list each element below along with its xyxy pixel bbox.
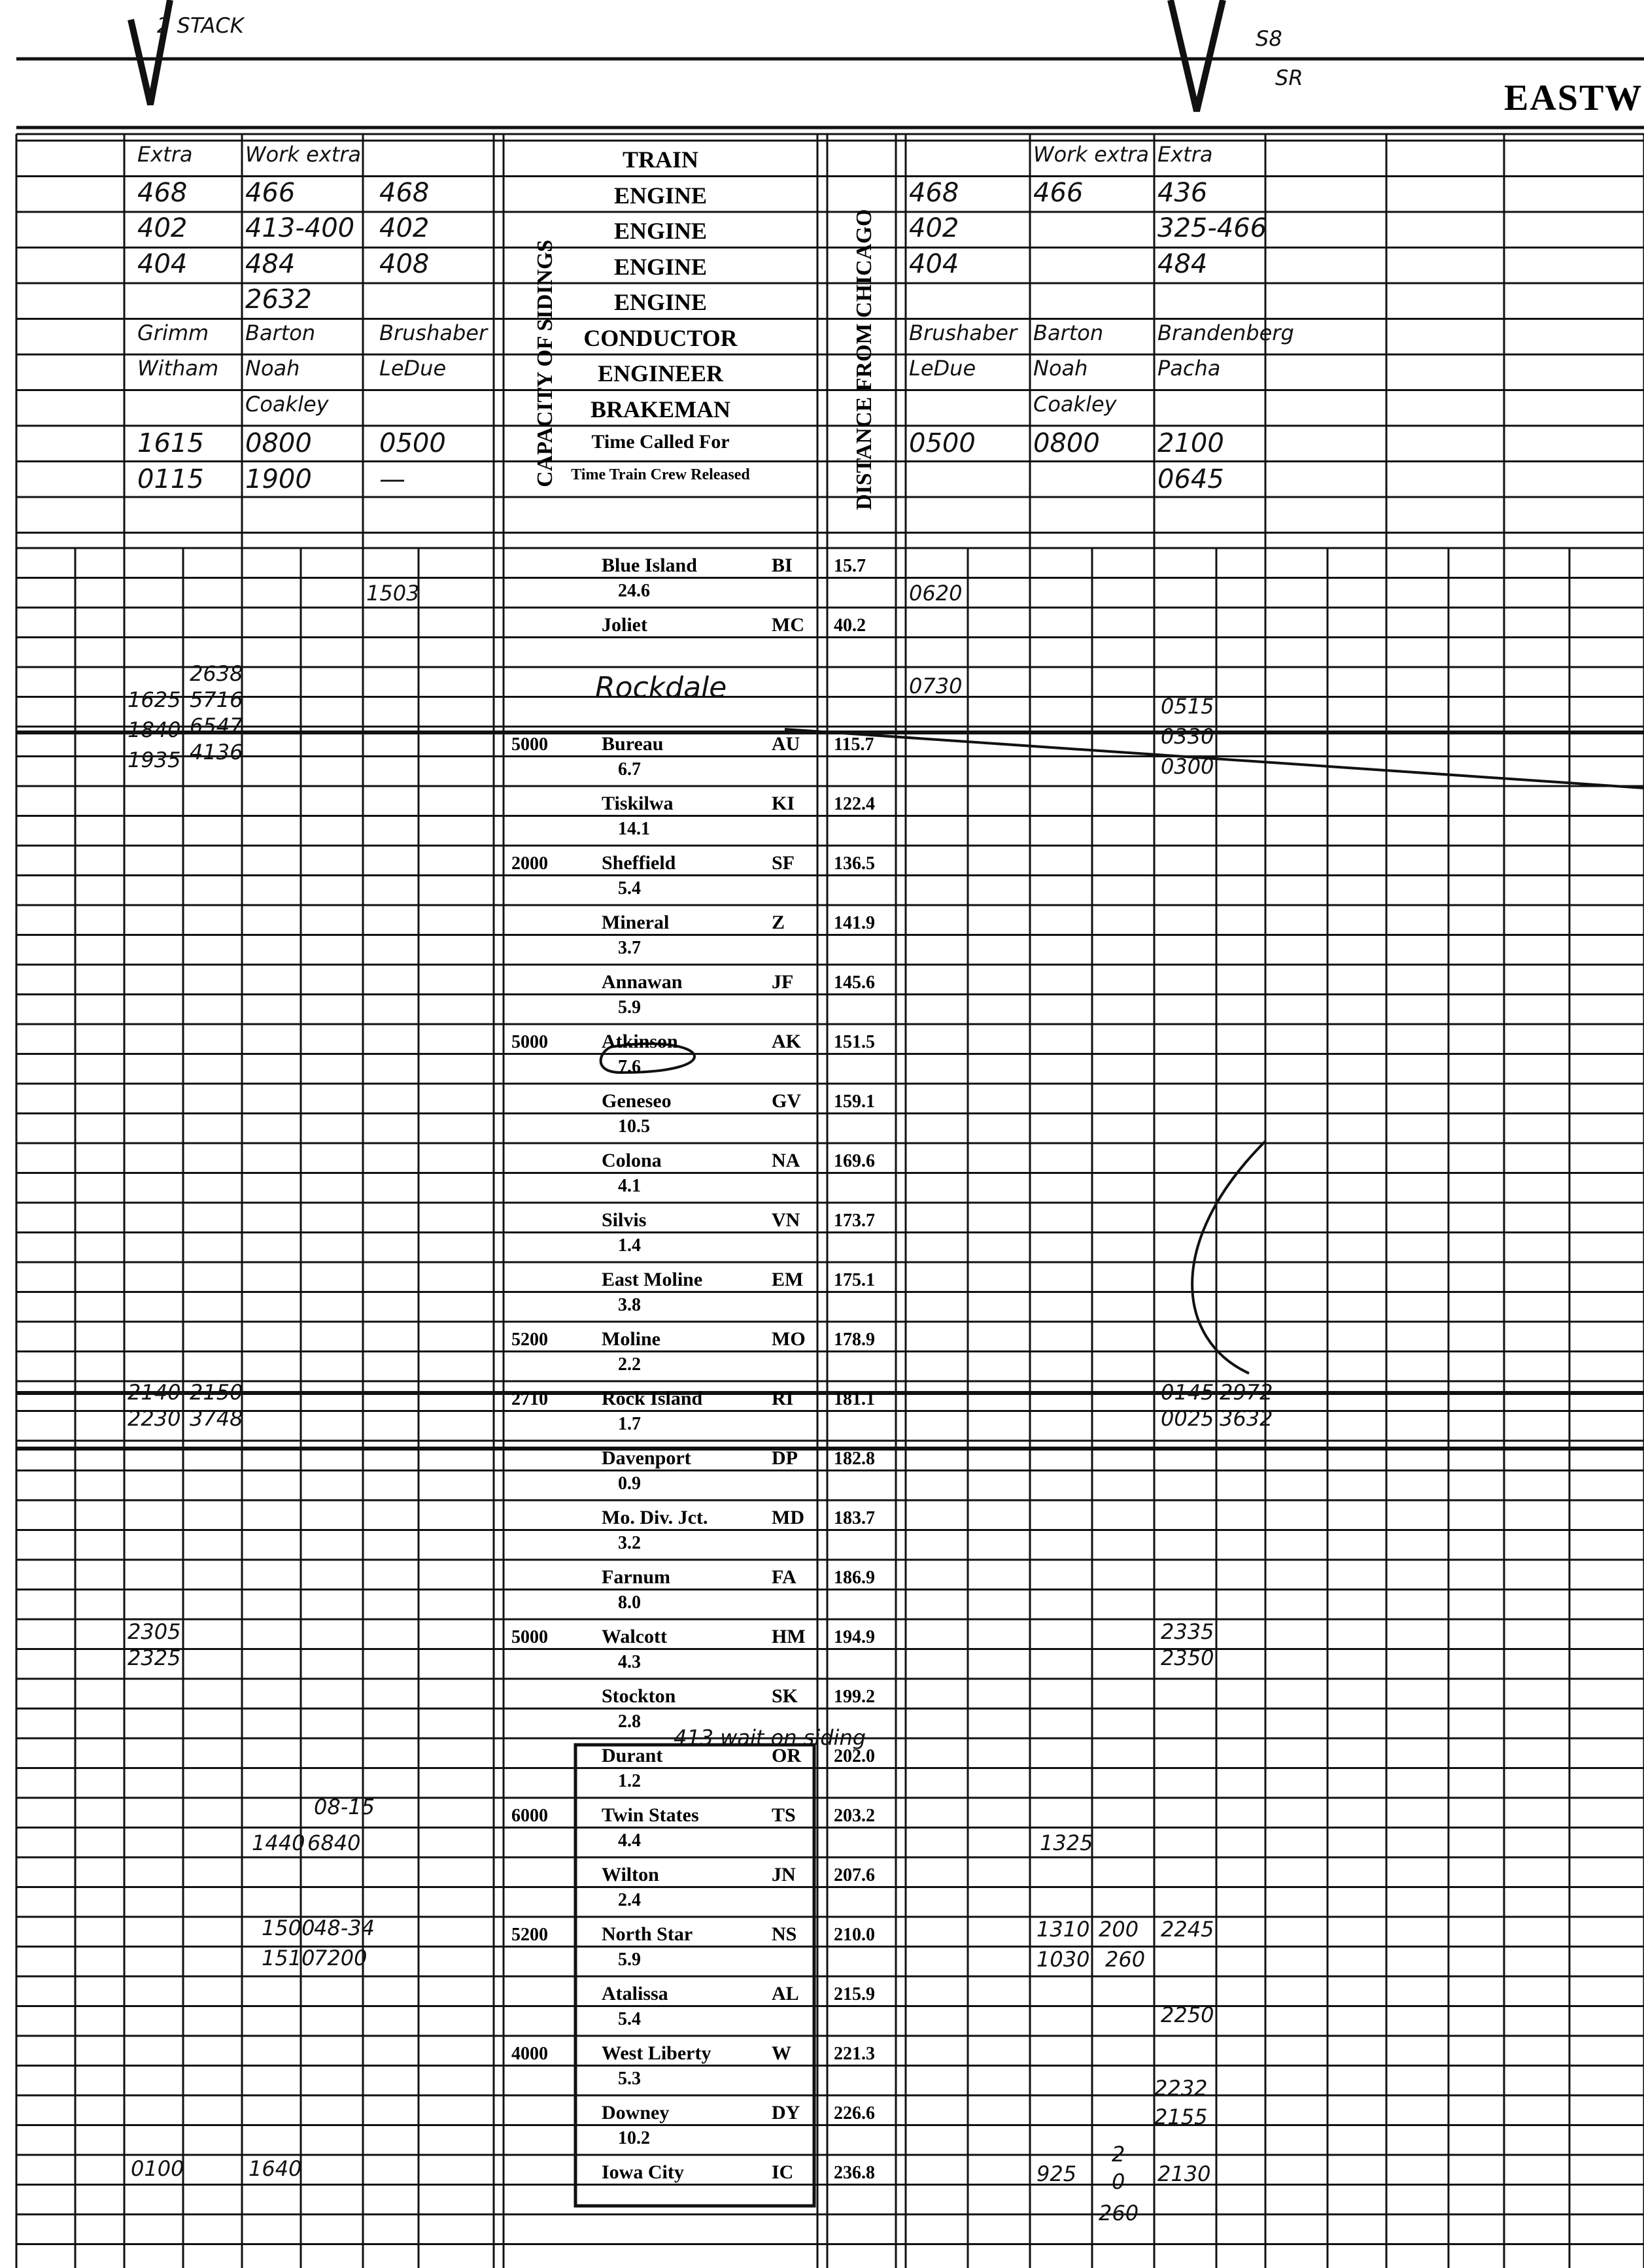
engine-number: 408 <box>379 249 430 279</box>
handwritten-time: 260 <box>1099 2201 1139 2225</box>
handwritten-time: 1500 <box>262 1916 315 1940</box>
station-gap: 24.6 <box>618 580 650 601</box>
station-code: VN <box>772 1209 800 1231</box>
header-row-label: ENGINE <box>613 218 708 244</box>
handwritten-time: 0 <box>1112 2169 1125 2194</box>
siding-capacity: 2710 <box>511 1389 548 1409</box>
station-mileage: 141.9 <box>834 913 875 933</box>
station-gap: 1.2 <box>618 1770 641 1791</box>
engine-number: 484 <box>245 249 296 279</box>
engine-number: 436 <box>1157 177 1208 208</box>
time-released: — <box>379 464 405 494</box>
handwritten-time: 3748 <box>190 1406 243 1431</box>
handwritten-time: 4136 <box>190 740 243 765</box>
handwritten-time: 2130 <box>1157 2161 1211 2186</box>
handwritten-time: 0300 <box>1161 754 1214 779</box>
engineer-name: Pacha <box>1157 356 1221 381</box>
station-mileage: 178.9 <box>834 1330 875 1350</box>
station-mileage: 221.3 <box>834 2044 875 2064</box>
header-row-label: Time Called For <box>591 431 730 453</box>
header-row-label: ENGINE <box>613 253 708 280</box>
conductor-name: Barton <box>1033 320 1104 345</box>
handwritten-time: 2972 <box>1220 1380 1273 1405</box>
header-row-label: TRAIN <box>622 146 698 173</box>
engine-number: 404 <box>909 249 959 279</box>
station-gap: 3.8 <box>618 1294 641 1315</box>
time-called: 0800 <box>1033 428 1100 458</box>
distance-label: DISTANCE FROM CHICAGO <box>852 209 876 510</box>
header-row-label: ENGINE <box>613 289 708 315</box>
handwritten-time: 08-15 <box>314 1795 375 1819</box>
handwritten-time: 1640 <box>248 2156 302 2181</box>
station-gap: 2.2 <box>618 1354 641 1375</box>
handwritten-time: 260 <box>1105 1947 1146 1972</box>
station-mileage: 207.6 <box>834 1865 875 1885</box>
station-code: SF <box>772 852 795 874</box>
station-code: DY <box>772 2102 800 2123</box>
station-name-handwritten: Rockdale <box>595 671 727 704</box>
handwritten-time: 2305 <box>128 1619 181 1644</box>
engine-number: 402 <box>909 213 959 243</box>
station-mileage: 183.7 <box>834 1508 875 1528</box>
station-mileage: 122.4 <box>834 794 875 814</box>
station-name: East Moline <box>602 1269 703 1290</box>
handwritten-time: 0145 <box>1161 1380 1214 1405</box>
station-mileage: 226.6 <box>834 2103 875 2123</box>
handwritten-time: 0330 <box>1161 724 1214 749</box>
handwritten-time: 2325 <box>128 1645 181 1670</box>
engineer-name: Witham <box>137 356 219 381</box>
station-mileage: 145.6 <box>834 972 875 993</box>
station-name: Silvis <box>602 1209 647 1231</box>
handwritten-time: 1503 <box>366 581 420 606</box>
handwritten-time: 2155 <box>1154 2105 1208 2129</box>
station-code: GV <box>772 1090 801 1112</box>
handwritten-time: 5716 <box>190 687 243 712</box>
page-title: EASTW <box>1504 78 1643 118</box>
station-name: Downey <box>602 2102 670 2123</box>
engine-number: 325-466 <box>1157 213 1267 243</box>
handwritten-time: 2250 <box>1161 2002 1214 2027</box>
station-name: Tiskilwa <box>602 793 674 814</box>
station-mileage: 40.2 <box>834 615 866 636</box>
station-code: MC <box>772 614 804 636</box>
siding-capacity: 4000 <box>511 2044 548 2064</box>
station-name: Colona <box>602 1150 662 1171</box>
station-name: Wilton <box>602 1864 659 1885</box>
time-released: 0645 <box>1157 464 1224 494</box>
station-mileage: 202.0 <box>834 1746 875 1766</box>
station-code: JN <box>772 1864 796 1885</box>
station-mileage: 173.7 <box>834 1211 875 1231</box>
handwritten-time: 1510 <box>262 1946 315 1970</box>
station-name: Moline <box>602 1328 660 1350</box>
header-row-label: ENGINEER <box>597 360 724 387</box>
station-gap: 1.4 <box>618 1235 641 1256</box>
ellipse-mark <box>1192 1141 1265 1373</box>
engine-number: 404 <box>137 249 188 279</box>
engineer-name: LeDue <box>379 356 447 381</box>
station-gap: 7.6 <box>618 1056 641 1077</box>
station-mileage: 203.2 <box>834 1806 875 1826</box>
station-gap: 4.1 <box>618 1175 641 1196</box>
station-code: DP <box>772 1447 798 1469</box>
station-gap: 5.9 <box>618 997 641 1018</box>
header-row-label: BRAKEMAN <box>591 396 730 422</box>
handwritten-time: 1310 <box>1036 1917 1090 1942</box>
handwritten-time: 2232 <box>1154 2076 1208 2101</box>
station-name: Iowa City <box>602 2161 684 2183</box>
engine-number: 466 <box>245 177 296 208</box>
station-gap: 3.2 <box>618 1532 641 1553</box>
station-mileage: 182.8 <box>834 1449 875 1469</box>
siding-capacity: 5000 <box>511 1032 548 1052</box>
station-name: Annawan <box>602 971 683 993</box>
station-gap: 5.3 <box>618 2068 641 2089</box>
engine-number: 413-400 <box>245 213 355 243</box>
handwritten-time: 2638 <box>190 661 243 686</box>
station-name: Davenport <box>602 1447 691 1469</box>
train-name: Extra <box>137 142 193 167</box>
brakeman-name: Coakley <box>1033 391 1117 417</box>
handwritten-time: 3632 <box>1220 1406 1273 1431</box>
handwritten-time: 2335 <box>1161 1619 1214 1644</box>
station-gap: 10.5 <box>618 1116 650 1137</box>
time-called: 0500 <box>379 428 446 458</box>
station-gap: 2.4 <box>618 1889 641 1910</box>
time-called: 0500 <box>909 428 976 458</box>
station-name: Twin States <box>602 1804 699 1826</box>
station-gap: 4.4 <box>618 1830 641 1851</box>
time-called: 2100 <box>1157 428 1224 458</box>
train-name: Work extra <box>1033 142 1150 167</box>
handwritten-time: 0100 <box>131 2156 184 2181</box>
station-code: HM <box>772 1626 806 1647</box>
station-code: AL <box>772 1983 799 2004</box>
handwritten-time: 1325 <box>1040 1830 1093 1855</box>
handwritten-time: 0730 <box>909 674 963 698</box>
station-code: NS <box>772 1923 797 1945</box>
station-code: W <box>772 2042 791 2064</box>
station-gap: 5.9 <box>618 1949 641 1970</box>
siding-capacity: 5000 <box>511 1627 548 1647</box>
top-annotation: S8 <box>1256 26 1282 51</box>
station-mileage: 175.1 <box>834 1270 875 1290</box>
header-row-label: ENGINE <box>613 182 708 209</box>
handwritten-time: 0515 <box>1161 694 1214 719</box>
top-annotation: SR <box>1275 65 1303 90</box>
station-code: AU <box>772 733 800 755</box>
engine-number: 468 <box>137 177 188 208</box>
handwritten-time: 0025 <box>1161 1406 1214 1431</box>
conductor-name: Brandenberg <box>1157 320 1294 345</box>
station-code: EM <box>772 1269 804 1290</box>
station-gap: 4.3 <box>618 1651 641 1672</box>
siding-capacity: 5000 <box>511 734 548 755</box>
station-code: MD <box>772 1507 804 1528</box>
handwritten-time: 1030 <box>1036 1947 1090 1972</box>
header-row-label: CONDUCTOR <box>583 324 738 351</box>
station-name: Mineral <box>602 912 670 933</box>
siding-capacity: 6000 <box>511 1806 548 1826</box>
engine-number: 402 <box>379 213 430 243</box>
train-name: Work extra <box>245 142 362 167</box>
station-mileage: 115.7 <box>834 734 874 755</box>
conductor-name: Brushaber <box>909 320 1018 345</box>
station-name: West Liberty <box>602 2042 711 2064</box>
station-code: MO <box>772 1328 806 1350</box>
handwritten-time: 2230 <box>128 1406 181 1431</box>
time-released: 0115 <box>137 464 204 494</box>
station-mileage: 181.1 <box>834 1389 875 1409</box>
handwritten-time: 6547 <box>190 713 243 738</box>
conductor-name: Grimm <box>137 320 209 345</box>
engineer-name: Noah <box>1033 356 1088 381</box>
station-code: IC <box>772 2161 794 2183</box>
handwritten-time: 413 wait on siding <box>674 1725 866 1750</box>
station-mileage: 199.2 <box>834 1687 875 1707</box>
station-name: Mo. Div. Jct. <box>602 1507 708 1528</box>
station-name: Atkinson <box>602 1031 678 1052</box>
handwritten-time: 7200 <box>314 1946 368 1970</box>
handwritten-time: 48-34 <box>314 1916 375 1940</box>
engine-number: 402 <box>137 213 188 243</box>
siding-capacity: 5200 <box>511 1925 548 1945</box>
engine-number: 484 <box>1157 249 1208 279</box>
engine-number: 468 <box>379 177 430 208</box>
station-code: Z <box>772 912 785 933</box>
handwritten-time: 1935 <box>128 747 181 772</box>
handwritten-time: 2245 <box>1161 1917 1214 1942</box>
station-name: Joliet <box>602 614 647 636</box>
slanted-line <box>785 729 1644 788</box>
station-name: Farnum <box>602 1566 670 1588</box>
station-name: Stockton <box>602 1685 676 1707</box>
station-code: OR <box>772 1745 801 1766</box>
handwritten-time: 0620 <box>909 581 963 606</box>
handwritten-time: 200 <box>1099 1917 1139 1942</box>
engine-number: 2632 <box>245 284 312 315</box>
station-name: Geneseo <box>602 1090 672 1112</box>
station-gap: 3.7 <box>618 937 641 958</box>
station-code: AK <box>772 1031 801 1052</box>
time-released: 1900 <box>245 464 312 494</box>
handwritten-time: 925 <box>1036 2161 1077 2186</box>
engineer-name: Noah <box>245 356 300 381</box>
station-gap: 5.4 <box>618 2008 641 2029</box>
handwritten-time: 6840 <box>307 1830 361 1855</box>
station-name: North Star <box>602 1923 693 1945</box>
capacity-label: CAPACITY OF SIDINGS <box>533 239 557 487</box>
train-name: Extra <box>1157 142 1213 167</box>
station-gap: 2.8 <box>618 1711 641 1732</box>
handwritten-time: 2150 <box>190 1380 243 1405</box>
station-mileage: 151.5 <box>834 1032 875 1052</box>
handwritten-time: 2 <box>1112 2142 1125 2167</box>
station-mileage: 186.9 <box>834 1568 875 1588</box>
conductor-name: Barton <box>245 320 316 345</box>
engineer-name: LeDue <box>909 356 976 381</box>
station-gap: 8.0 <box>618 1592 641 1613</box>
station-name: Blue Island <box>602 555 697 576</box>
station-name: Walcott <box>602 1626 667 1647</box>
station-code: NA <box>772 1150 800 1171</box>
station-gap: 14.1 <box>618 818 650 839</box>
station-mileage: 169.6 <box>834 1151 875 1171</box>
station-mileage: 210.0 <box>834 1925 875 1945</box>
station-mileage: 215.9 <box>834 1984 875 2004</box>
top-annotation: 2 STACK <box>157 13 244 38</box>
station-gap: 5.4 <box>618 878 641 899</box>
station-name: Atalissa <box>602 1983 668 2004</box>
brakeman-name: Coakley <box>245 391 329 417</box>
station-gap: 1.7 <box>618 1413 641 1434</box>
station-gap: 10.2 <box>618 2127 650 2148</box>
handwritten-time: 2350 <box>1161 1645 1214 1670</box>
header-row-label: Time Train Crew Released <box>571 466 750 483</box>
engine-number: 466 <box>1033 177 1084 208</box>
station-code: KI <box>772 793 795 814</box>
station-code: RI <box>772 1388 794 1409</box>
station-mileage: 236.8 <box>834 2163 875 2183</box>
time-called: 0800 <box>245 428 312 458</box>
check-mark-right <box>1171 0 1223 111</box>
station-code: JF <box>772 971 794 993</box>
station-mileage: 15.7 <box>834 556 866 576</box>
siding-capacity: 2000 <box>511 853 548 874</box>
conductor-name: Brushaber <box>379 320 488 345</box>
station-gap: 0.9 <box>618 1473 641 1494</box>
station-name: Sheffield <box>602 852 676 874</box>
station-mileage: 136.5 <box>834 853 875 874</box>
station-code: BI <box>772 555 793 576</box>
handwritten-time: 2140 <box>128 1380 181 1405</box>
handwritten-time: 1625 <box>128 687 181 712</box>
handwritten-time: 1440 <box>252 1830 305 1855</box>
engine-number: 468 <box>909 177 959 208</box>
station-name: Durant <box>602 1745 663 1766</box>
station-name: Bureau <box>602 733 664 755</box>
station-code: FA <box>772 1566 796 1588</box>
siding-capacity: 5200 <box>511 1330 548 1350</box>
handwritten-time: 1840 <box>128 717 181 742</box>
station-code: SK <box>772 1685 798 1707</box>
station-gap: 6.7 <box>618 759 641 780</box>
station-name: Rock Island <box>602 1388 703 1409</box>
station-code: TS <box>772 1804 796 1826</box>
station-mileage: 159.1 <box>834 1091 875 1112</box>
station-mileage: 194.9 <box>834 1627 875 1647</box>
time-called: 1615 <box>137 428 204 458</box>
